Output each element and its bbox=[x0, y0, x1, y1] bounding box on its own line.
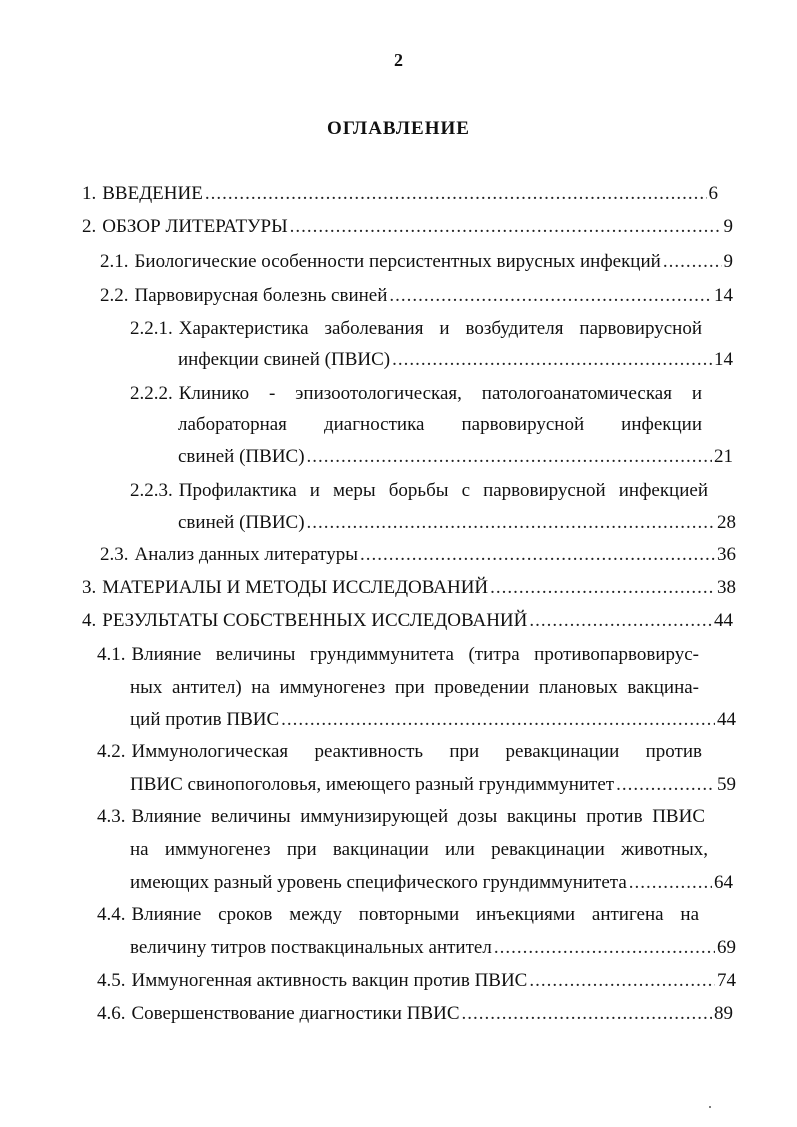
toc-entry-2-2-2-line2 bbox=[178, 411, 702, 439]
page-title: ОГЛАВЛЕНИЕ bbox=[327, 118, 470, 139]
toc-entry-page: 59 bbox=[717, 774, 736, 795]
toc-entry-page: 44 bbox=[714, 610, 733, 631]
toc-entry-2-2-1-line1 bbox=[130, 315, 702, 343]
toc-entry-page: 14 bbox=[714, 285, 733, 306]
toc-entry-text: Биологические особенности персистентных вирусных инфекций bbox=[134, 251, 661, 272]
toc-entry-number: 2.2.2. bbox=[130, 383, 173, 404]
toc-entry-number: 4. bbox=[82, 610, 97, 631]
toc-entry-text: ПВИС свинопоголовья, имеющего разный грундиммунитет bbox=[130, 774, 615, 795]
toc-entry-page: 38 bbox=[717, 577, 736, 598]
dot-leader bbox=[290, 213, 722, 241]
toc-entry-4-3-line1 bbox=[97, 803, 705, 831]
dot-leader bbox=[307, 443, 712, 471]
toc-entry-page: 9 bbox=[723, 251, 733, 272]
toc-entry-number: 2.3. bbox=[100, 544, 129, 565]
toc-entry-text: инфекции свиней (ПВИС) bbox=[178, 349, 391, 370]
toc-entry-text: ОБЗОР ЛИТЕРАТУРЫ bbox=[102, 216, 288, 237]
toc-entry-4-5 bbox=[97, 967, 736, 995]
scan-speck bbox=[709, 1106, 711, 1108]
page-number: 2 bbox=[394, 50, 403, 70]
toc-entry-4-4-line2 bbox=[130, 934, 736, 962]
toc-entry-2-2 bbox=[100, 282, 733, 310]
toc-entry-text: свиней (ПВИС) bbox=[178, 512, 305, 533]
dot-leader bbox=[490, 574, 715, 602]
dot-leader bbox=[205, 180, 707, 208]
toc-entry-4-3-line3 bbox=[130, 869, 733, 897]
toc-entry-text: имеющих разный уровень специфического грундиммунитета bbox=[130, 872, 627, 893]
dot-leader bbox=[529, 967, 715, 995]
toc-entry-2-2-1-line2 bbox=[178, 346, 733, 374]
toc-entry-text: лабораторная диагностика парвовирусной инфекции bbox=[178, 414, 702, 435]
toc-entry-page: 89 bbox=[714, 1003, 733, 1024]
toc-entry-page: 14 bbox=[714, 349, 733, 370]
dot-leader bbox=[281, 706, 715, 734]
toc-entry-4-1-line1 bbox=[97, 641, 699, 669]
dot-leader bbox=[663, 248, 722, 276]
toc-entry-text: ВВЕДЕНИЕ bbox=[102, 183, 203, 204]
dot-leader bbox=[360, 541, 715, 569]
toc-entry-2-2-3-line2 bbox=[178, 509, 736, 537]
toc-entry-page: 9 bbox=[723, 216, 733, 237]
toc-entry-2 bbox=[82, 213, 733, 241]
toc-entry-number: 4.5. bbox=[97, 970, 126, 991]
dot-leader bbox=[629, 869, 712, 897]
toc-entry-text: Иммуногенная активность вакцин против ПВИС bbox=[131, 970, 528, 991]
toc-entry-page: 74 bbox=[717, 970, 736, 991]
toc-entry-text: Клинико - эпизоотологическая, патологоанатомическая и bbox=[178, 383, 702, 404]
toc-entry-text: Характеристика заболевания и возбудителя парвовирусной bbox=[178, 318, 702, 339]
dot-leader bbox=[307, 509, 715, 537]
toc-entry-2-3 bbox=[100, 541, 736, 569]
toc-entry-4-2-line2 bbox=[130, 771, 736, 799]
toc-entry-4-1-line2 bbox=[130, 674, 699, 702]
toc-entry-3 bbox=[82, 574, 736, 602]
toc-entry-4 bbox=[82, 607, 733, 635]
toc-entry-text: Влияние величины иммунизирующей дозы вакцины против ПВИС bbox=[131, 806, 705, 827]
toc-entry-page: 69 bbox=[717, 937, 736, 958]
toc-entry-number: 2.1. bbox=[100, 251, 129, 272]
toc-entry-number: 4.3. bbox=[97, 806, 126, 827]
toc-entry-text: Иммунологическая реактивность при ревакцинации против bbox=[131, 741, 702, 762]
toc-entry-text: Парвовирусная болезнь свиней bbox=[134, 285, 388, 306]
toc-entry-4-2-line1 bbox=[97, 738, 702, 766]
toc-entry-2-2-2-line3 bbox=[178, 443, 733, 471]
toc-entry-page: 36 bbox=[717, 544, 736, 565]
toc-entry-number: 4.6. bbox=[97, 1003, 126, 1024]
toc-entry-number: 2.2.3. bbox=[130, 480, 173, 501]
toc-entry-number: 3. bbox=[82, 577, 97, 598]
toc-entry-text: Влияние сроков между повторными инъекциями антигена на bbox=[131, 904, 699, 925]
toc-entry-text: Влияние величины грундиммунитета (титра противопарвовирус- bbox=[131, 644, 699, 665]
dot-leader bbox=[529, 607, 712, 635]
toc-entry-4-4-line1 bbox=[97, 901, 699, 929]
toc-entry-number: 4.4. bbox=[97, 904, 126, 925]
toc-entry-number: 2. bbox=[82, 216, 97, 237]
toc-entry-4-6 bbox=[97, 1000, 733, 1028]
toc-entry-4-1-line3 bbox=[130, 706, 736, 734]
toc-entry-text: ных антител) на иммуногенез при проведении плановых вакцина- bbox=[130, 677, 699, 698]
toc-entry-2-1 bbox=[100, 248, 733, 276]
toc-entry-text: величину титров поствакцинальных антител bbox=[130, 937, 492, 958]
toc-entry-number: 4.2. bbox=[97, 741, 126, 762]
dot-leader bbox=[389, 282, 712, 310]
toc-entry-text: Анализ данных литературы bbox=[134, 544, 358, 565]
toc-entry-number: 1. bbox=[82, 183, 97, 204]
toc-entry-page: 28 bbox=[717, 512, 736, 533]
dot-leader bbox=[494, 934, 715, 962]
toc-entry-text: на иммуногенез при вакцинации или ревакцинации животных, bbox=[130, 839, 708, 860]
toc-entry-text: РЕЗУЛЬТАТЫ СОБСТВЕННЫХ ИССЛЕДОВАНИЙ bbox=[102, 610, 528, 631]
dot-leader bbox=[616, 771, 715, 799]
toc-entry-page: 44 bbox=[717, 709, 736, 730]
toc-entry-4-3-line2 bbox=[130, 836, 708, 864]
toc-entry-text: Совершенствование диагностики ПВИС bbox=[131, 1003, 460, 1024]
toc-entry-page: 6 bbox=[708, 183, 718, 204]
toc-entry-2-2-2-line1 bbox=[130, 380, 702, 408]
toc-entry-page: 21 bbox=[714, 446, 733, 467]
toc-entry-text: МАТЕРИАЛЫ И МЕТОДЫ ИССЛЕДОВАНИЙ bbox=[102, 577, 489, 598]
dot-leader bbox=[392, 346, 712, 374]
toc-entry-number: 4.1. bbox=[97, 644, 126, 665]
toc-entry-2-2-3-line1 bbox=[130, 477, 708, 505]
toc-entry-number: 2.2.1. bbox=[130, 318, 173, 339]
dot-leader bbox=[462, 1000, 713, 1028]
toc-entry-number: 2.2. bbox=[100, 285, 129, 306]
toc-entry-page: 64 bbox=[714, 872, 733, 893]
toc-entry-text: свиней (ПВИС) bbox=[178, 446, 305, 467]
toc-entry-text: Профилактика и меры борьбы с парвовирусной инфекцией bbox=[178, 480, 708, 501]
toc-entry-1 bbox=[82, 180, 718, 208]
toc-entry-text: ций против ПВИС bbox=[130, 709, 280, 730]
